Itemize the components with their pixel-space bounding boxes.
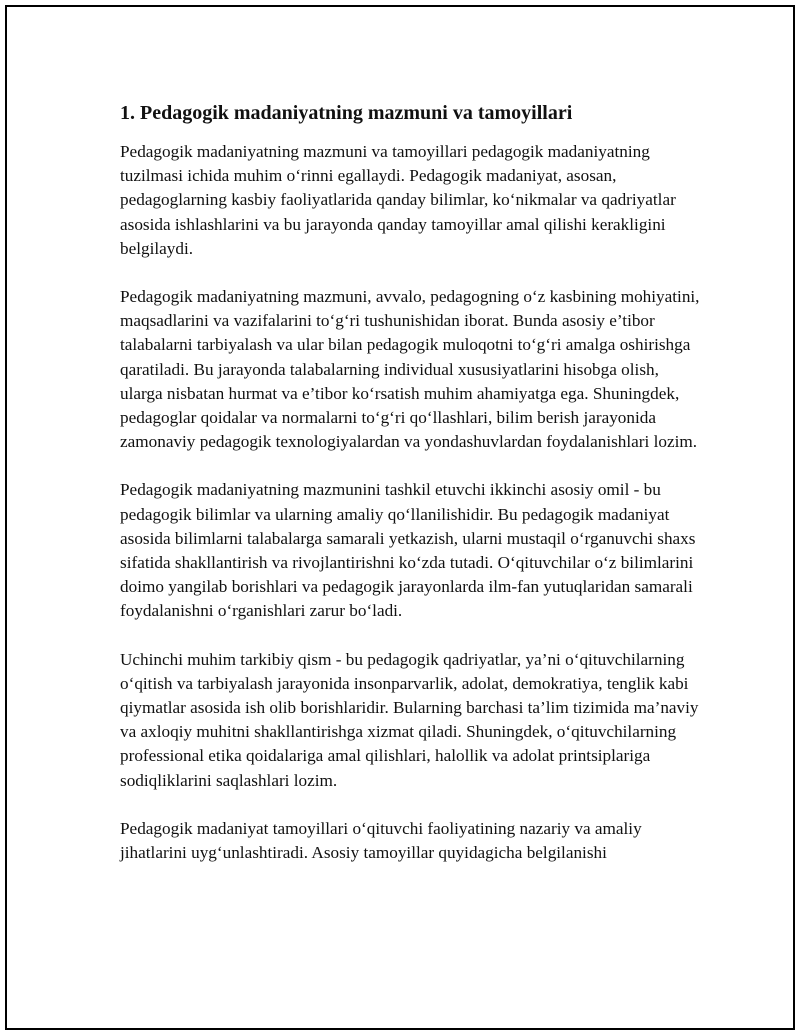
paragraph-3: Pedagogik madaniyatning mazmunini tashkil etuvchi ikkinchi asosiy omil - bu pedagogik bilimlar va ularning amaliy qo‘llanilishidir. Bu pedagogik madaniyat asosida bilimlarni talabalarga samarali yetkazish, ularni mustaqil o‘rganuvchi shaxs sifatida shakllantirish va rivojlantirishni ko‘zda tutadi. O‘qituvchilar o‘z bilimlarini doimo yangilab borishlari va pedagogik jarayonlarda ilm-fan yutuqlaridan samarali foydalanishni o‘rganishlari zarur bo‘ladi. [120,480,696,621]
paragraph-2: Pedagogik madaniyatning mazmuni, avvalo, pedagogning o‘z kasbining mohiyatini, maqsadlarini va vazifalarini to‘g‘ri tushunishidan iborat. Bunda asosiy e’tibor talabalarni tarbiyalash va ular bilan pedagogik muloqotni to‘g‘ri amalga oshirishga qaratiladi. Bu jarayonda talabalarning individual xususiyatlarini hisobga olish, ularga nisbatan hurmat va e’tibor ko‘rsatish muhim ahamiyatga ega. Shuningdek, pedagoglar qoidalar va normalarni to‘g‘ri qo‘llashlari, bilim berish jarayonida zamonaviy pedagogik texnologiyalardan va yondashuvlardan foydalanishlari lozim. [120,287,700,452]
paragraph-4: Uchinchi muhim tarkibiy qism - bu pedagogik qadriyatlar, ya’ni o‘qituvchilarning o‘qitish va tarbiyalash jarayonida insonparvarlik, adolat, demokratiya, tenglik kabi qiymatlar asosida ish olib borishlaridir. Bularning barchasi ta’lim tizimida ma’naviy va axloqiy muhitni shakllantirishga xizmat qiladi. Shuningdek, o‘qituvchilarning professional etika qoidalariga amal qilishlari, halollik va adolat printsiplariga sodiqliklarini saqlashlari lozim. [120,649,699,790]
document-page [5,5,795,1030]
paragraph-5: Pedagogik madaniyat tamoyillari o‘qituvchi faoliyatining nazariy va amaliy jihatlarini uyg‘unlashtiradi. Asosiy tamoyillar quyidagicha belgilanishi [120,818,642,863]
paragraph-1: Pedagogik madaniyatning mazmuni va tamoyillari pedagogik madaniyatning tuzilmasi ichida muhim o‘rinni egallaydi. Pedagogik madaniyat, asosan, pedagoglarning kasbiy faoliyatlarida qanday bilimlar, ko‘nikmalar va qadriyatlar asosida ishlashlarini va bu jarayonda qanday tamoyillar amal qilishi kerakligini belgilaydi. [120,142,676,258]
section-heading: 1. Pedagogik madaniyatning mazmuni va tamoyillari [120,102,573,124]
document-body [120,99,702,865]
